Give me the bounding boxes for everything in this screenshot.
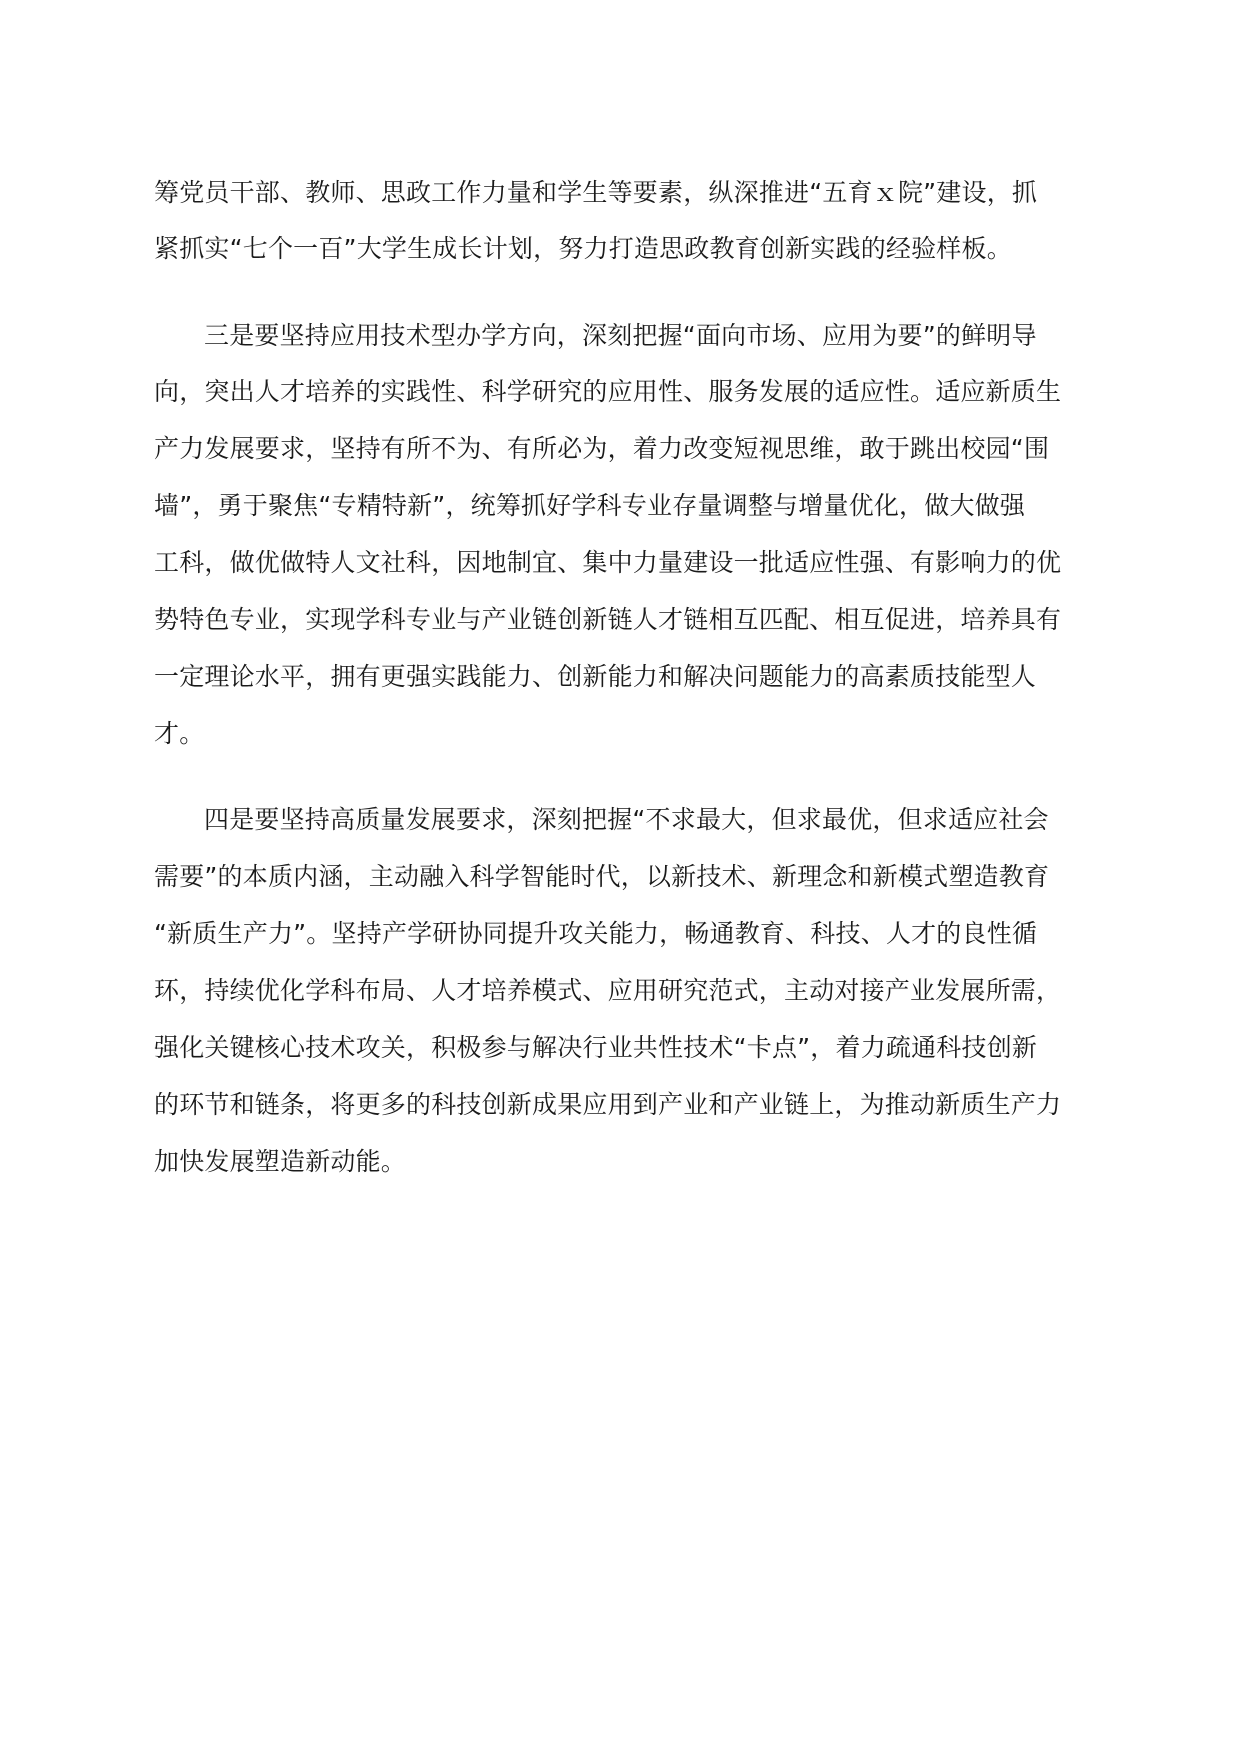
paragraph-line: 才。 (154, 719, 205, 748)
paragraph-line: 向，突出人才培养的实践性、科学研究的应用性、服务发展的适应性。适应新质生 (154, 377, 1062, 406)
paragraph-line: 产力发展要求，坚持有所不为、有所必为，着力改变短视思维，敢于跳出校园“围 (154, 434, 1050, 463)
paragraph-line: 加快发展塑造新动能。 (154, 1147, 407, 1176)
paragraph-line: 四是要坚持高质量发展要求，深刻把握“不求最大，但求最优，但求适应社会 (204, 805, 1049, 834)
paragraph-line: 筹党员干部、教师、思政工作力量和学生等要素，纵深推进“五育ｘ院”建设，抓 (154, 178, 1038, 207)
paragraph-line: 墙”，勇于聚焦“专精特新”，统筹抓好学科专业存量调整与增量优化，做大做强 (154, 491, 1026, 520)
paragraph-line: 需要”的本质内涵，主动融入科学智能时代，以新技术、新理念和新模式塑造教育 (154, 862, 1050, 891)
paragraph-line: 的环节和链条，将更多的科技创新成果应用到产业和产业链上，为推动新质生产力 (154, 1090, 1062, 1119)
paragraph-line: 一定理论水平，拥有更强实践能力、创新能力和解决问题能力的高素质技能型人 (154, 662, 1037, 691)
paragraph-line: 环，持续优化学科布局、人才培养模式、应用研究范式，主动对接产业发展所需， (154, 976, 1062, 1005)
paragraph-line: 紧抓实“七个一百”大学生成长计划，努力打造思政教育创新实践的经验样板。 (154, 234, 1012, 263)
paragraph-line: 强化关键核心技术攻关，积极参与解决行业共性技术“卡点”，着力疏通科技创新 (154, 1033, 1038, 1062)
paragraph-line: “新质生产力”。坚持产学研协同提升攻关能力，畅通教育、科技、人才的良性循 (154, 919, 1038, 948)
paragraph-line: 势特色专业，实现学科专业与产业链创新链人才链相互匹配、相互促进，培养具有 (154, 605, 1062, 634)
paragraph-line: 工科，做优做特人文社科，因地制宜、集中力量建设一批适应性强、有影响力的优 (154, 548, 1062, 577)
paragraph-line: 三是要坚持应用技术型办学方向，深刻把握“面向市场、应用为要”的鲜明导 (204, 321, 1037, 350)
